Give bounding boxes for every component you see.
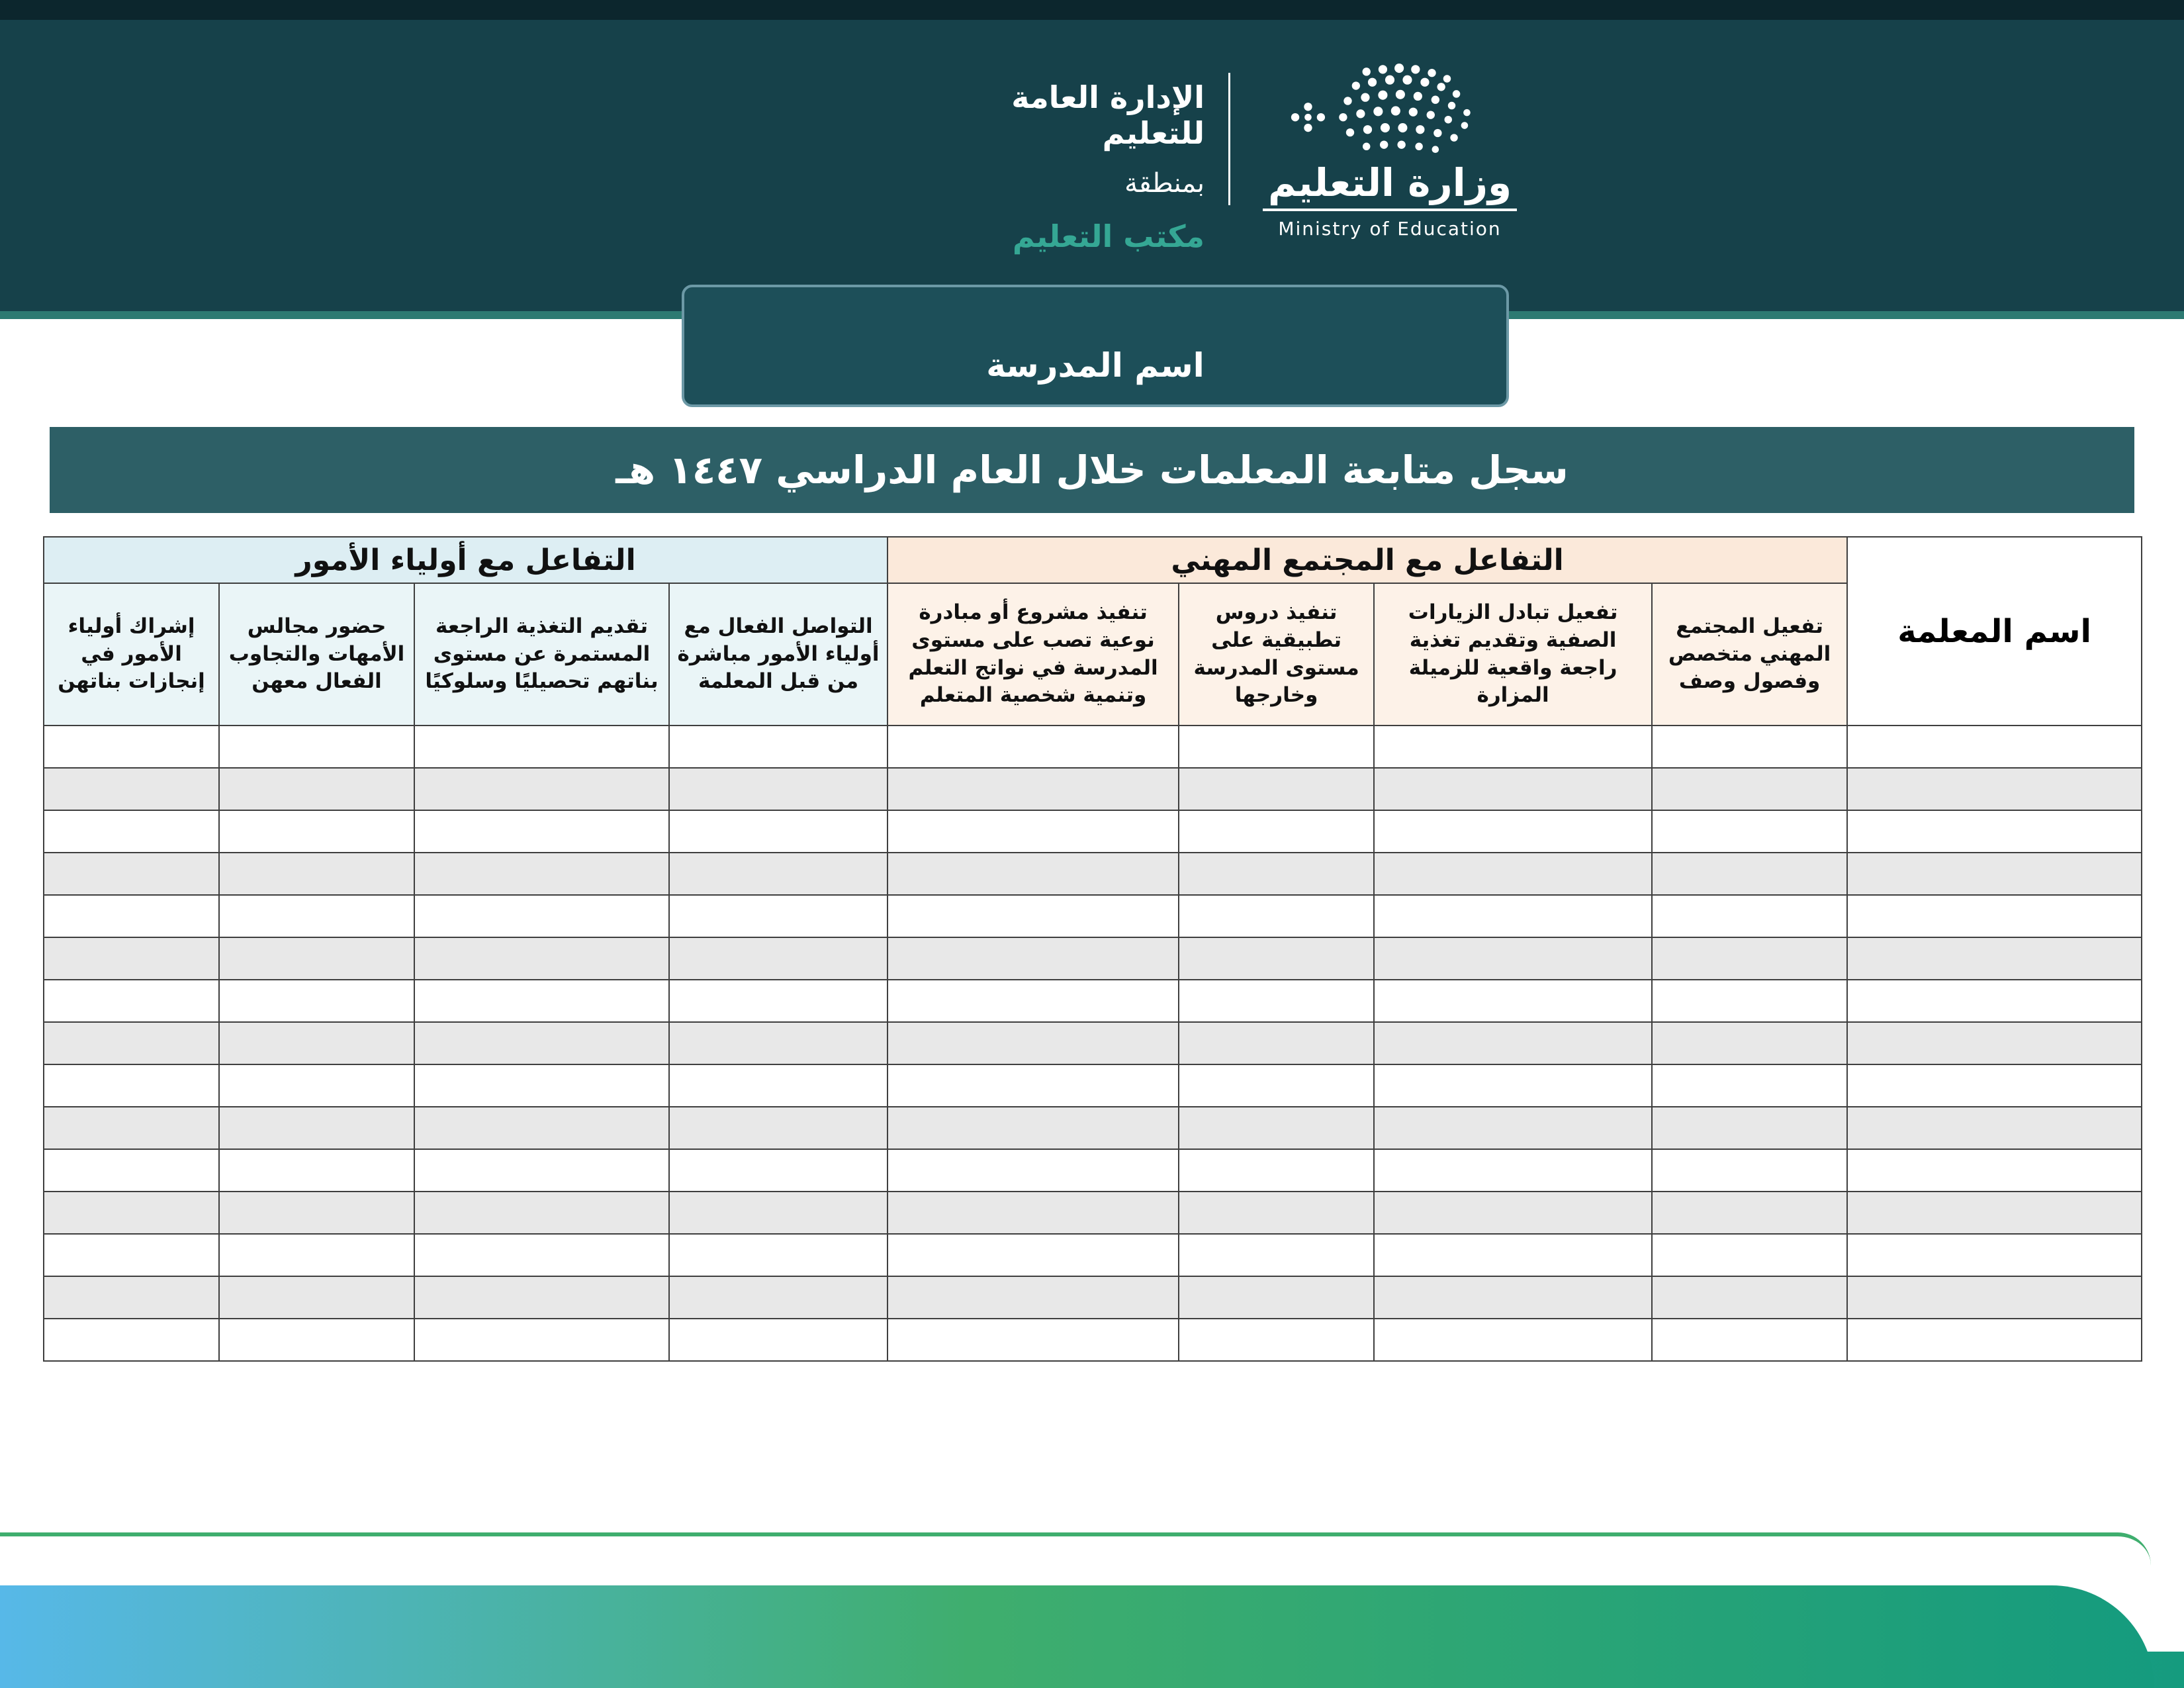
- table-cell[interactable]: [219, 1107, 414, 1149]
- table-cell[interactable]: [1652, 937, 1847, 980]
- group-header-professional-community: التفاعل مع المجتمع المهني: [887, 537, 1847, 583]
- table-cell[interactable]: [219, 1022, 414, 1064]
- table-cell[interactable]: [1652, 980, 1847, 1022]
- table-cell[interactable]: [1652, 1149, 1847, 1192]
- table-cell[interactable]: [44, 1064, 219, 1107]
- table-cell[interactable]: [1179, 937, 1374, 980]
- table-cell[interactable]: [887, 1064, 1179, 1107]
- table-cell[interactable]: [1374, 1319, 1652, 1361]
- table-cell[interactable]: [219, 1319, 414, 1361]
- column-header: تفعيل المجتمع المهني متخصص وفصول وصف: [1652, 583, 1847, 726]
- table-cell[interactable]: [219, 768, 414, 810]
- table-cell[interactable]: [414, 853, 669, 895]
- table-cell[interactable]: [414, 1192, 669, 1234]
- table-cell[interactable]: [669, 1149, 887, 1192]
- table-cell[interactable]: [669, 1107, 887, 1149]
- teacher-name-cell[interactable]: [1847, 980, 2142, 1022]
- table-cell[interactable]: [1179, 1149, 1374, 1192]
- table-cell[interactable]: [887, 810, 1179, 853]
- table-cell[interactable]: [44, 1276, 219, 1319]
- table-cell[interactable]: [1179, 980, 1374, 1022]
- table-cell[interactable]: [1179, 1022, 1374, 1064]
- table-cell[interactable]: [887, 853, 1179, 895]
- table-cell[interactable]: [1179, 768, 1374, 810]
- table-cell[interactable]: [669, 1234, 887, 1276]
- teacher-name-column-header: اسم المعلمة: [1847, 537, 2142, 726]
- table-cell[interactable]: [669, 768, 887, 810]
- table-cell[interactable]: [219, 810, 414, 853]
- table-cell[interactable]: [44, 726, 219, 768]
- school-name-field[interactable]: اسم المدرسة: [682, 285, 1509, 407]
- table-cell[interactable]: [1652, 1234, 1847, 1276]
- table-cell[interactable]: [1652, 1064, 1847, 1107]
- table-row: [44, 1064, 2142, 1107]
- table-row: [44, 1022, 2142, 1064]
- table-cell[interactable]: [887, 1107, 1179, 1149]
- table-cell[interactable]: [44, 895, 219, 937]
- follow-up-table: [43, 536, 2142, 1362]
- table-cell[interactable]: [1652, 1022, 1847, 1064]
- table-cell[interactable]: [414, 1107, 669, 1149]
- table-cell[interactable]: [414, 1022, 669, 1064]
- teacher-name-cell[interactable]: [1847, 853, 2142, 895]
- table-row: [44, 1234, 2142, 1276]
- page-title: سجل متابعة المعلمات خلال العام الدراسي ١٤٤٧ هـ: [50, 427, 2134, 513]
- table-cell[interactable]: [1652, 810, 1847, 853]
- table-cell[interactable]: [1374, 1276, 1652, 1319]
- table-cell[interactable]: [219, 980, 414, 1022]
- table-cell[interactable]: [1179, 853, 1374, 895]
- table-cell[interactable]: [414, 1064, 669, 1107]
- teacher-name-cell[interactable]: [1847, 1192, 2142, 1234]
- table-cell[interactable]: [44, 1107, 219, 1149]
- table-cell[interactable]: [414, 810, 669, 853]
- table-cell[interactable]: [414, 1319, 669, 1361]
- table-cell[interactable]: [1652, 895, 1847, 937]
- table-cell[interactable]: [219, 1149, 414, 1192]
- table-cell[interactable]: [44, 768, 219, 810]
- table-cell[interactable]: [1374, 980, 1652, 1022]
- table-cell[interactable]: [1179, 1107, 1374, 1149]
- table-cell[interactable]: [219, 895, 414, 937]
- table-row: [44, 1149, 2142, 1192]
- column-header: حضور مجالس الأمهات والتجاوب الفعال معهن: [219, 583, 414, 726]
- header-band: [0, 0, 2184, 319]
- table-cell[interactable]: [44, 853, 219, 895]
- table-cell[interactable]: [1179, 1234, 1374, 1276]
- table-cell[interactable]: [44, 1234, 219, 1276]
- teacher-name-cell[interactable]: [1847, 937, 2142, 980]
- table-cell[interactable]: [219, 1064, 414, 1107]
- table-row: [44, 1319, 2142, 1361]
- table-cell[interactable]: [1179, 1319, 1374, 1361]
- table-cell[interactable]: [1652, 1319, 1847, 1361]
- table-cell[interactable]: [1179, 810, 1374, 853]
- table-cell[interactable]: [414, 1149, 669, 1192]
- table-cell[interactable]: [669, 853, 887, 895]
- table-cell[interactable]: [1374, 853, 1652, 895]
- table-cell[interactable]: [1374, 1149, 1652, 1192]
- column-header: تفعيل تبادل الزيارات الصفية وتقديم تغذية راجعة واقعية للزميلة المزارة: [1374, 583, 1652, 726]
- table-cell[interactable]: [44, 937, 219, 980]
- table-cell[interactable]: [669, 810, 887, 853]
- table-cell[interactable]: [219, 726, 414, 768]
- table-cell[interactable]: [219, 937, 414, 980]
- table-cell[interactable]: [1374, 1022, 1652, 1064]
- ministry-wordmark: وزارة التعليم: [1263, 163, 1517, 211]
- table-row: [44, 1276, 2142, 1319]
- teacher-name-cell[interactable]: [1847, 1149, 2142, 1192]
- table-cell[interactable]: [1652, 1276, 1847, 1319]
- teacher-name-cell[interactable]: [1847, 726, 2142, 768]
- ministry-subtitle: Ministry of Education: [1278, 217, 1502, 240]
- footer-curve-line: [0, 1532, 2151, 1566]
- table-cell[interactable]: [669, 1276, 887, 1319]
- ministry-logo: [1257, 64, 1522, 240]
- org-line-general-admin: الإدارة العامة للتعليم: [1011, 79, 1205, 151]
- table-cell[interactable]: [219, 853, 414, 895]
- column-header: تنفيذ مشروع أو مبادرة نوعية تصب على مستوى المدرسة في نواتج التعلم وتنمية شخصية المتعلم: [887, 583, 1179, 726]
- teacher-name-cell[interactable]: [1847, 768, 2142, 810]
- table-cell[interactable]: [887, 1319, 1179, 1361]
- table-cell[interactable]: [1179, 1276, 1374, 1319]
- table-cell[interactable]: [887, 1149, 1179, 1192]
- table-cell[interactable]: [669, 1192, 887, 1234]
- table-cell[interactable]: [414, 980, 669, 1022]
- table-row: [44, 726, 2142, 768]
- table-cell[interactable]: [219, 1276, 414, 1319]
- table-cell[interactable]: [414, 895, 669, 937]
- table-cell[interactable]: [1374, 1234, 1652, 1276]
- teacher-name-cell[interactable]: [1847, 895, 2142, 937]
- table-cell[interactable]: [669, 1022, 887, 1064]
- teacher-name-cell[interactable]: [1847, 1234, 2142, 1276]
- table-row: [44, 1107, 2142, 1149]
- table-cell[interactable]: [44, 1022, 219, 1064]
- table-cell[interactable]: [44, 1149, 219, 1192]
- teacher-name-cell[interactable]: [1847, 1107, 2142, 1149]
- table-row: [44, 810, 2142, 853]
- follow-up-table-wrap: [43, 536, 2141, 1362]
- table-cell[interactable]: [414, 1234, 669, 1276]
- group-header-parents: التفاعل مع أولياء الأمور: [44, 537, 887, 583]
- table-cell[interactable]: [669, 726, 887, 768]
- table-cell[interactable]: [1179, 1192, 1374, 1234]
- teacher-name-cell[interactable]: [1847, 810, 2142, 853]
- table-cell[interactable]: [1179, 726, 1374, 768]
- table-cell[interactable]: [887, 768, 1179, 810]
- org-text-block: [913, 79, 1205, 254]
- table-cell[interactable]: [669, 895, 887, 937]
- teacher-name-cell[interactable]: [1847, 1319, 2142, 1361]
- table-cell[interactable]: [1374, 810, 1652, 853]
- table-cell[interactable]: [1374, 1107, 1652, 1149]
- table-cell[interactable]: [887, 1022, 1179, 1064]
- table-cell[interactable]: [44, 1319, 219, 1361]
- teacher-name-cell[interactable]: [1847, 1022, 2142, 1064]
- logo-separator-line: [1228, 73, 1230, 205]
- table-cell[interactable]: [44, 810, 219, 853]
- table-cell[interactable]: [1652, 726, 1847, 768]
- table-row: [44, 768, 2142, 810]
- table-cell[interactable]: [887, 1192, 1179, 1234]
- table-row: [44, 980, 2142, 1022]
- ministry-logo-dots: [1264, 64, 1516, 163]
- table-cell[interactable]: [44, 980, 219, 1022]
- column-header: تقديم التغذية الراجعة المستمرة عن مستوى بناتهم تحصيليًا وسلوكيًا: [414, 583, 669, 726]
- org-line-education-office: مكتب التعليم: [1012, 218, 1205, 254]
- table-cell[interactable]: [1652, 1192, 1847, 1234]
- table-cell[interactable]: [1652, 853, 1847, 895]
- column-header: التواصل الفعال مع أولياء الأمور مباشرة من قبل المعلمة: [669, 583, 887, 726]
- table-cell[interactable]: [669, 980, 887, 1022]
- table-cell[interactable]: [1374, 937, 1652, 980]
- teacher-name-cell[interactable]: [1847, 1064, 2142, 1107]
- table-cell[interactable]: [887, 1276, 1179, 1319]
- table-cell[interactable]: [1374, 1192, 1652, 1234]
- org-line-region: بمنطقة: [1124, 168, 1205, 199]
- table-cell[interactable]: [1374, 1064, 1652, 1107]
- table-cell[interactable]: [219, 1192, 414, 1234]
- table-cell[interactable]: [44, 1192, 219, 1234]
- table-cell[interactable]: [887, 726, 1179, 768]
- table-cell[interactable]: [1179, 895, 1374, 937]
- table-cell[interactable]: [1374, 895, 1652, 937]
- column-header: إشراك أولياء الأمور في إنجازات بناتهن: [44, 583, 219, 726]
- table-cell[interactable]: [414, 768, 669, 810]
- table-cell[interactable]: [887, 1234, 1179, 1276]
- table-cell[interactable]: [1652, 1107, 1847, 1149]
- table-cell[interactable]: [219, 1234, 414, 1276]
- table-cell[interactable]: [887, 980, 1179, 1022]
- table-cell[interactable]: [1374, 768, 1652, 810]
- table-row: [44, 853, 2142, 895]
- table-cell[interactable]: [669, 1064, 887, 1107]
- table-header: [44, 537, 2142, 726]
- table-cell[interactable]: [669, 937, 887, 980]
- table-cell[interactable]: [887, 895, 1179, 937]
- footer-gradient-band: [0, 1585, 2154, 1688]
- table-cell[interactable]: [414, 1276, 669, 1319]
- table-cell[interactable]: [1374, 726, 1652, 768]
- table-cell[interactable]: [1179, 1064, 1374, 1107]
- table-cell[interactable]: [887, 937, 1179, 980]
- table-cell[interactable]: [414, 937, 669, 980]
- table-cell[interactable]: [414, 726, 669, 768]
- table-row: [44, 937, 2142, 980]
- table-cell[interactable]: [1652, 768, 1847, 810]
- table-row: [44, 895, 2142, 937]
- table-row: [44, 1192, 2142, 1234]
- table-cell[interactable]: [669, 1319, 887, 1361]
- teacher-name-cell[interactable]: [1847, 1276, 2142, 1319]
- column-header: تنفيذ دروس تطبيقية على مستوى المدرسة وخارجها: [1179, 583, 1374, 726]
